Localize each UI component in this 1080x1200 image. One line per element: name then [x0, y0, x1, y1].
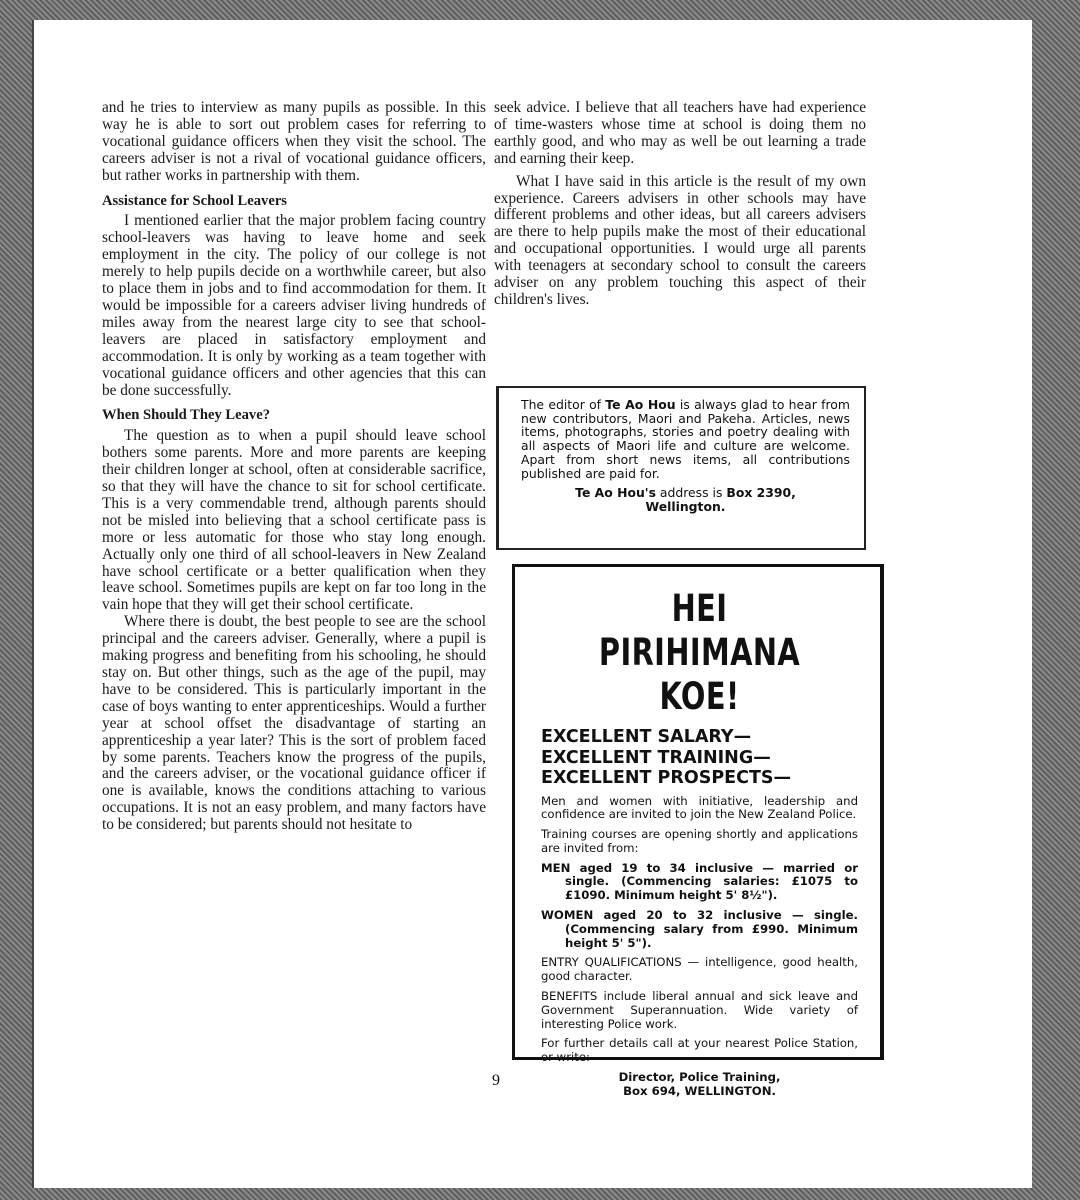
ad-women: WOMEN aged 20 to 32 inclusive — single. (Commencing salary from £990. Minimum height 5' 5"). — [541, 908, 858, 950]
right-column — [494, 100, 866, 315]
ad-men: MEN aged 19 to 34 inclusive — married or single. (Commencing salaries: £1075 to £1090. Minimum height 5' 8½"). — [541, 860, 858, 903]
address-prefix: Te Ao Hou's — [575, 485, 656, 501]
ad-title-line-1: HEI PIRIHIMANA — [598, 587, 801, 674]
editor-text-body: is always glad to hear from new contributors, Maori and Pakeha. Articles, news items, photographs, stories and poetry dealing with all aspects of Maori life and culture are welcome. Apart from short news items, all contributions published are paid for. — [521, 397, 850, 481]
police-recruitment-ad — [512, 564, 884, 1098]
ad-benefits: BENEFITS include liberal annual and sick leave and Government Superannuation. Wide variety of interesting Police work. — [541, 989, 858, 1031]
ad-contact — [541, 1071, 858, 1099]
ad-headline-training: EXCELLENT TRAINING— — [541, 747, 771, 768]
editor-notice-box — [496, 386, 866, 550]
editor-text-prefix: The editor of — [521, 397, 606, 412]
left-paragraph-4: Where there is doubt, the best people to see are the school principal and the careers adviser. Generally, where a pupil is making progress and benefiting from his schooling, he should stay on. But other things, such as the age of the pupil, may have to be considered. This is particularly important in the case of boys wanting to enter apprenticeships. Would a further year at school offset the disadvantage of starting an apprenticeship a year later? This is the sort of problem faced by some parents. Teachers know the progress of the pupils, and the careers adviser, or the vocational guidance officer if one is available, knows the conditions attaching to various occupations. It is not an easy problem, and many factors have to be considered; but parents should not hesitate to — [102, 613, 486, 834]
heading-when-leave: When Should They Leave? — [102, 407, 271, 424]
ad-training: Training courses are opening shortly and applications are invited from: — [541, 827, 858, 855]
ad-title — [576, 587, 823, 719]
ad-entry: ENTRY QUALIFICATIONS — intelligence, good health, good character. — [541, 955, 858, 984]
heading-assistance: Assistance for School Leavers — [102, 192, 287, 209]
address-middle: address is — [655, 485, 727, 501]
page-number: 9 — [492, 1072, 500, 1089]
address-city: Wellington. — [645, 498, 726, 514]
address-box: Box 2390, — [726, 485, 796, 501]
ad-intro: Men and women with initiative, leadership and confidence are invited to join the New Zealand Police. — [541, 793, 858, 822]
left-paragraph-3: The question as to when a pupil should leave school bothers some parents. More and more parents are keeping their children longer at school, often at considerable sacrifice, so that they will have the chance to sit for school certificate. This is a very commendable trend, although parents should not be misled into believing that a school certificate pass is more or less automatic for those who stay long enough. Actually only one third of all school-leavers in New Zealand have school certificate or a better qualification when they leave school. Sometimes pupils are kept on far too long in the vain hope that they will get their school certificate. — [102, 427, 486, 614]
right-paragraph-1: seek advice. I believe that all teachers have had experience of time-wasters whose time at school is doing them no earthly good, and who may as well be out learning a trade and earning their keep. — [494, 99, 866, 167]
right-paragraph-2: What I have said in this article is the result of my own experience. Careers advisers in other schools may have different problems and other ideas, but all careers advisers are there to help pupils make the most of their educational and occupational opportunities. I would urge all parents with teenagers at secondary school to consult the careers adviser on any problem touching this aspect of their children's lives. — [494, 172, 866, 308]
magazine-page — [32, 20, 1032, 1188]
ad-headline-salary: EXCELLENT SALARY— — [541, 727, 752, 747]
ad-contact-line-2: Box 694, WELLINGTON. — [623, 1083, 776, 1098]
ad-headlines — [541, 727, 858, 789]
left-paragraph-2: I mentioned earlier that the major problem facing country school-leavers was having to leave home and seek employment in the city. The policy of our college is not merely to help pupils decide on a worthwhile career, but also to place them in jobs and to find accommodation for them. It would be impossible for a careers adviser living hundreds of miles away from the nearest large city to see that school-leavers are placed in satisfactory employment and accommodation. It is only by working as a team together with vocational guidance officers and other agencies that this can be done successfully. — [102, 212, 486, 399]
ad-title-line-2: KOE! — [659, 675, 740, 718]
editor-address — [521, 486, 850, 513]
left-paragraph-1: and he tries to interview as many pupils as possible. In this way he is able to sort out problem cases for referring to vocational guidance officers when they visit the school. The careers adviser is not a rival of vocational guidance officers, but rather works in partnership with them. — [102, 99, 486, 184]
magazine-name: Te Ao Hou — [605, 397, 676, 412]
ad-details: For further details call at your nearest Police Station, or write: — [541, 1036, 858, 1065]
editor-notice-text — [521, 398, 850, 480]
ad-headline-prospects: EXCELLENT PROSPECTS— — [541, 768, 791, 788]
left-column — [102, 100, 486, 834]
ad-contact-line-1: Director, Police Training, — [618, 1070, 781, 1085]
